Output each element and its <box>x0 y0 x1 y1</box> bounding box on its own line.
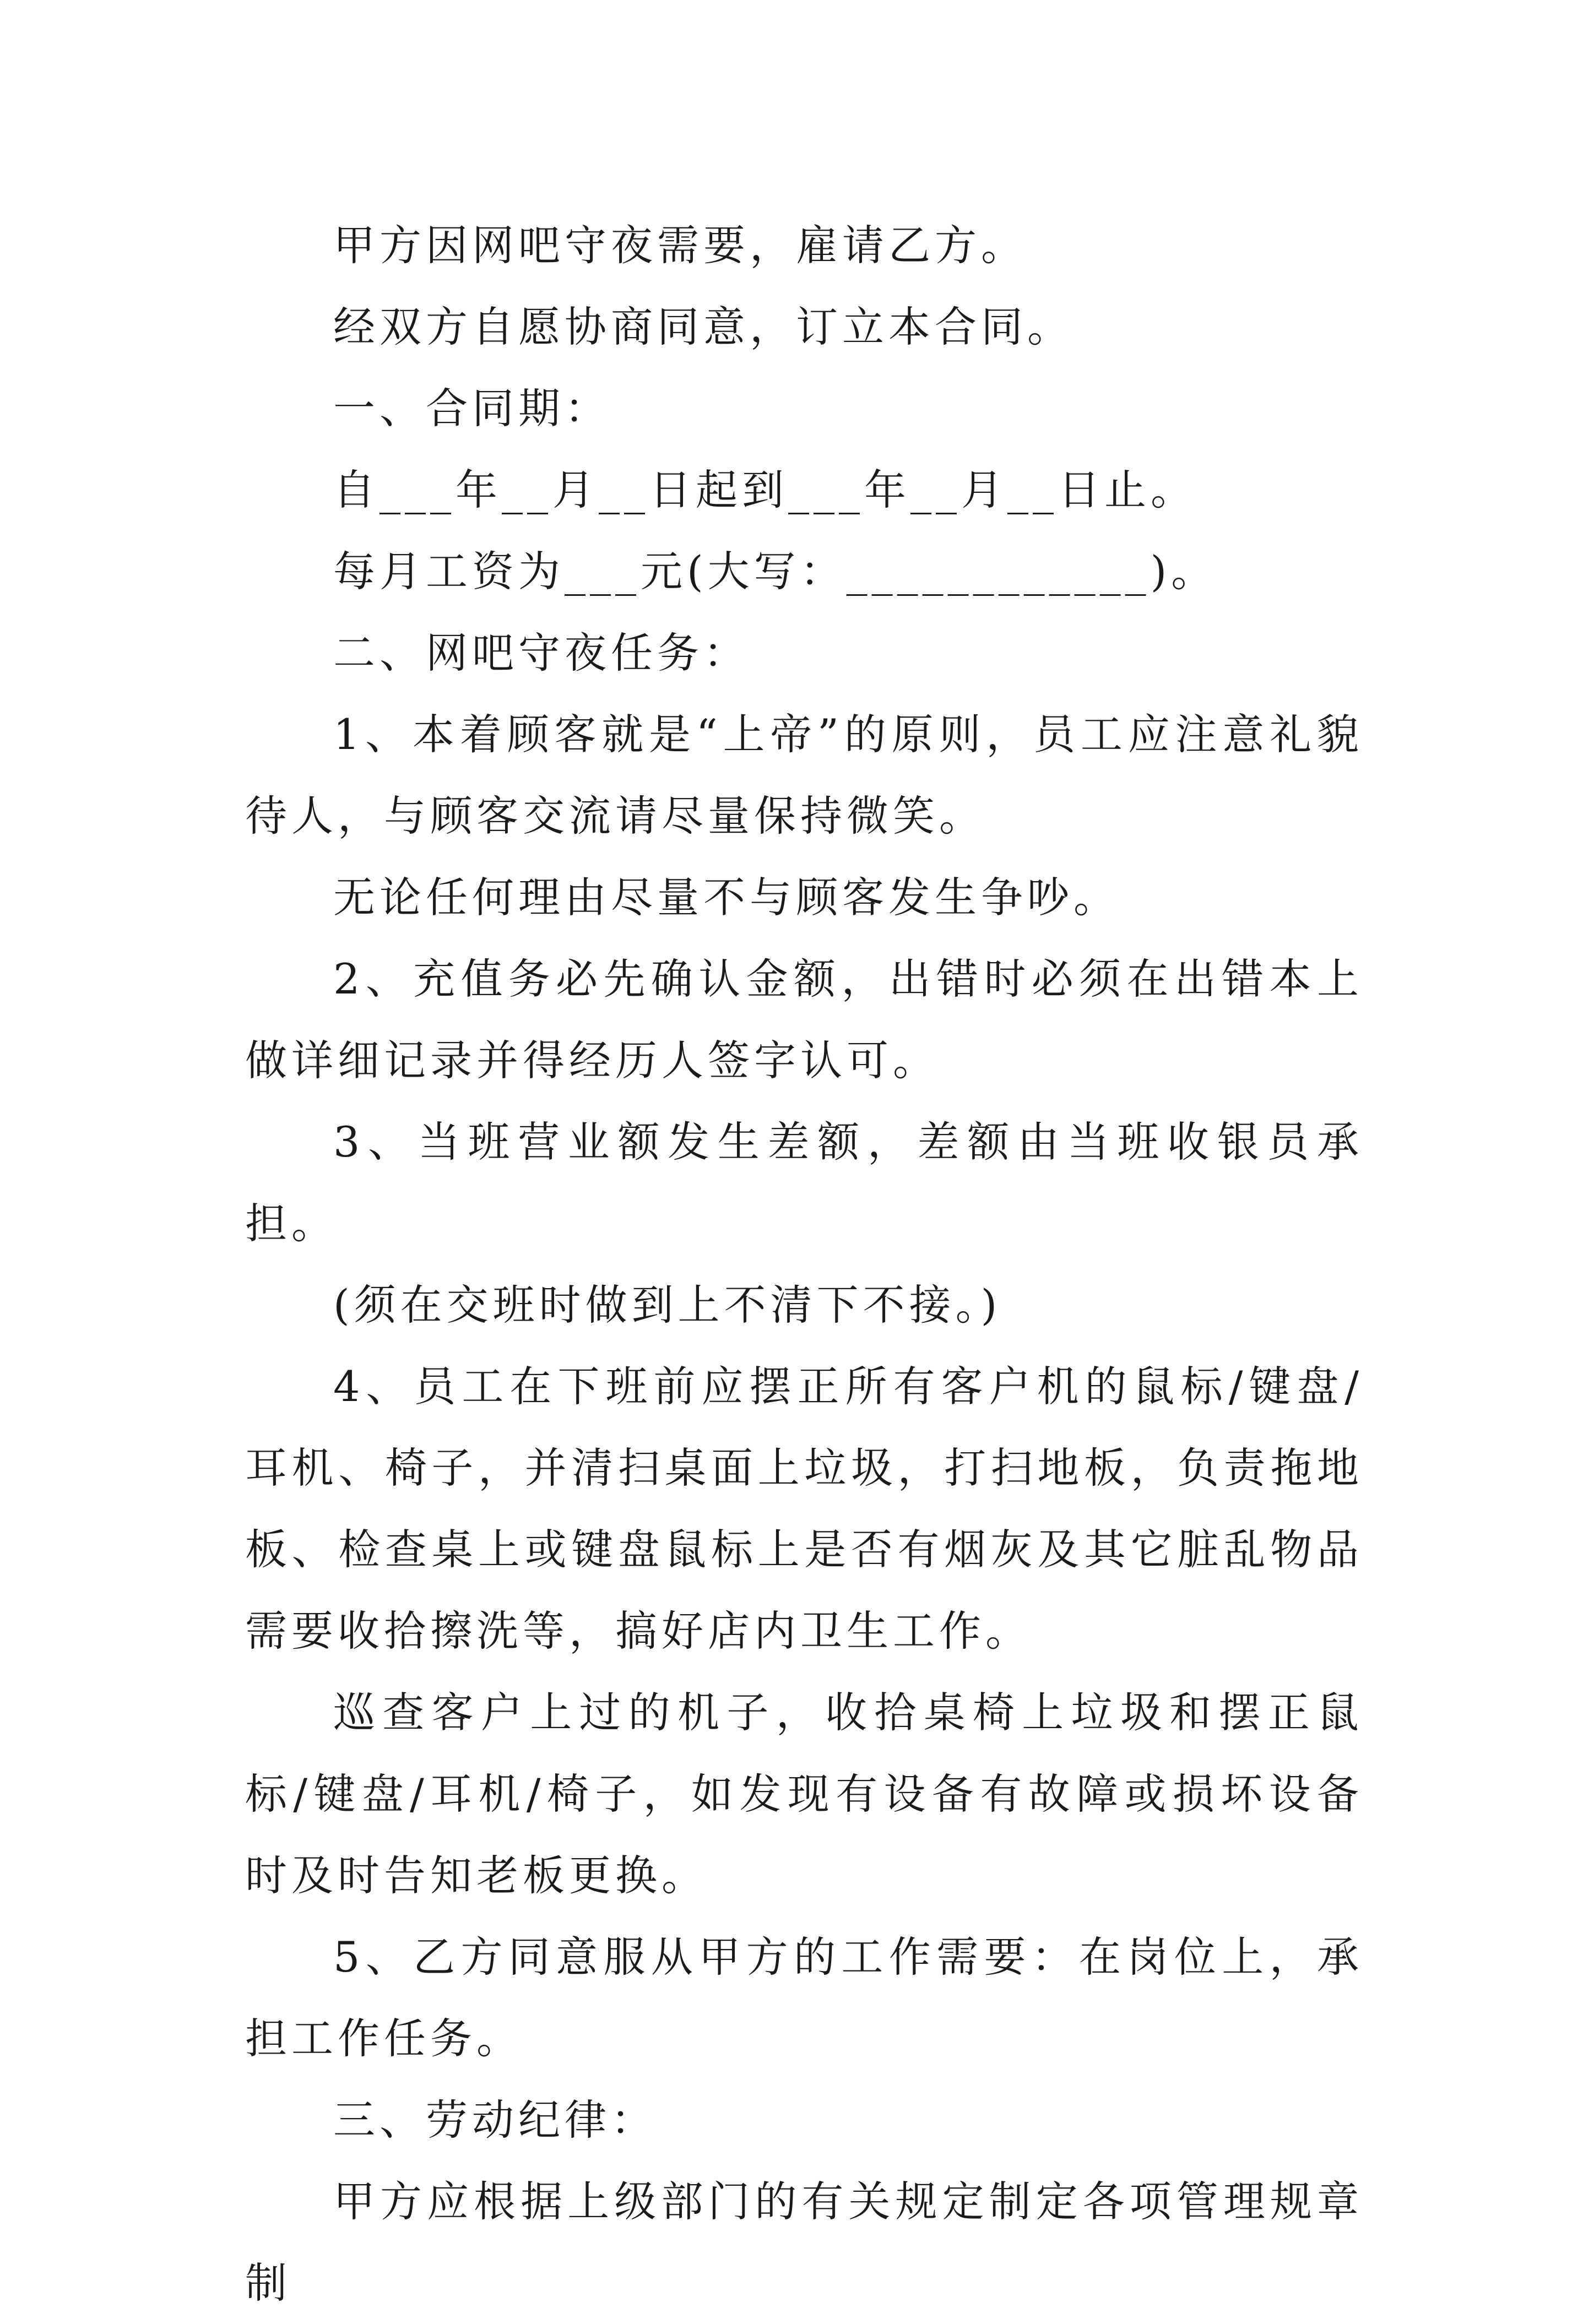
duty-item-3-note: (须在交班时做到上不清下不接。) <box>333 1280 1002 1329</box>
contract-dates-line: 自___年__月__日起到___年__月__日止。 <box>333 465 1197 514</box>
paragraph-2: 经双方自愿协商同意，订立本合同。 <box>333 302 1073 351</box>
monthly-salary-line: 每月工资为___元(大写：____________)。 <box>333 547 1218 596</box>
labor-discipline-text: 甲方应根据上级部门的有关规定制定各项管理规章制 <box>245 2177 1363 2307</box>
section-heading-night-duties: 二、网吧守夜任务： <box>333 628 750 677</box>
document-body <box>245 205 1363 2324</box>
duty-item-4: 4、员工在下班前应摆正所有客户机的鼠标/键盘/耳机、椅子，并清扫桌面上垃圾，打扫地板，负责拖地板、检查桌上或键盘鼠标上是否有烟灰及其它脏乱物品需要收拾擦洗等，搞好店内卫生工作。 <box>245 1362 1363 1655</box>
section-heading-contract-period: 一、合同期： <box>333 384 611 433</box>
paragraph-1: 甲方因网吧守夜需要，雇请乙方。 <box>333 221 1027 270</box>
duty-item-4-note: 巡查客户上过的机子，收拾桌椅上垃圾和摆正鼠标/键盘/耳机/椅子，如发现有设备有故障或损坏设备时及时告知老板更换。 <box>245 1688 1363 1900</box>
duty-item-3: 3、当班营业额发生差额，差额由当班收银员承担。 <box>245 1117 1363 1248</box>
section-heading-labor-discipline: 三、劳动纪律： <box>333 2095 657 2144</box>
duty-item-1-note: 无论任何理由尽量不与顾客发生争吵。 <box>333 873 1120 922</box>
duty-item-2: 2、充值务必先确认金额，出错时必须在出错本上做详细记录并得经历人签字认可。 <box>245 954 1363 1085</box>
duty-item-1: 1、本着顾客就是“上帝”的原则，员工应注意礼貌待人，与顾客交流请尽量保持微笑。 <box>245 710 1363 840</box>
duty-item-5: 5、乙方同意服从甲方的工作需要：在岗位上，承担工作任务。 <box>245 1932 1363 2063</box>
